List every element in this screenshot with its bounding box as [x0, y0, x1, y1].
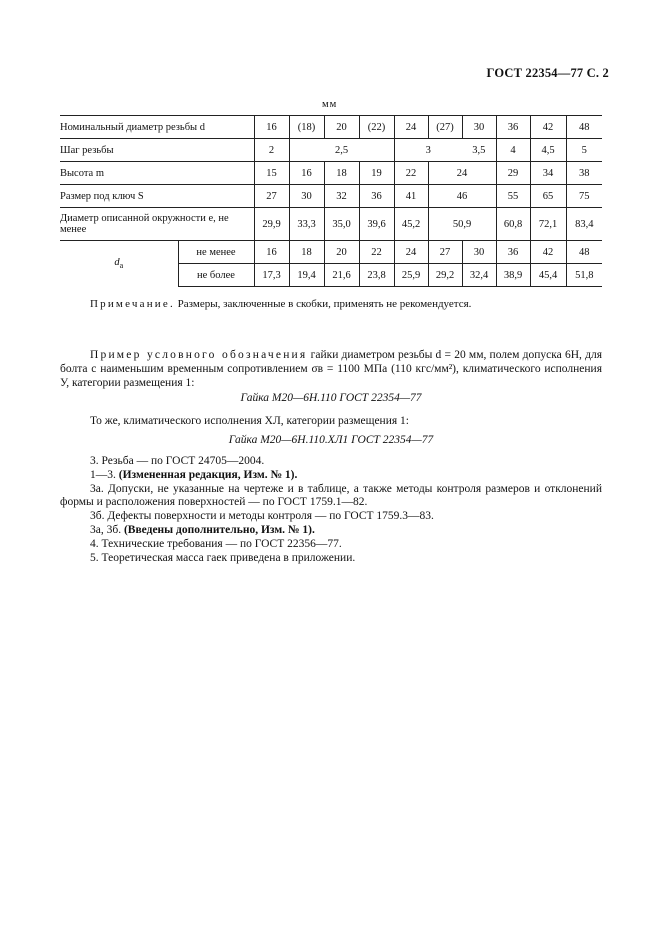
table-cell: 36 — [496, 116, 530, 139]
table-cell: 33,3 — [289, 208, 324, 241]
table-cell: 24 — [394, 116, 428, 139]
table-row — [60, 139, 602, 162]
table-cell: 20 — [324, 241, 359, 264]
da-symbol: $d_a$ — [60, 241, 178, 287]
table-cell: 34 — [530, 162, 566, 185]
list-item: 3а, 3б. (Введены дополнительно, Изм. № 1). — [90, 523, 315, 536]
example-text: гайки диаметром резьбы d = 20 мм, полем допуска 6Н, для болта с наименьшим временным сопротивлением σв = 1100 МПа (110 кгс/мм²), климатического исполнения У, категории размещения 1: — [60, 349, 602, 389]
table-cell: (27) — [428, 116, 462, 139]
table-cell: 32,4 — [462, 264, 496, 287]
table-cell: 36 — [496, 241, 530, 264]
table-cell: 30 — [289, 185, 324, 208]
table-cell: 42 — [530, 116, 566, 139]
table-cell: 60,8 — [496, 208, 530, 241]
table-cell: 38 — [566, 162, 602, 185]
table-cell: 45,2 — [394, 208, 428, 241]
table-cell: 29,9 — [254, 208, 289, 241]
row-label: Диаметр описанной окружности e, не менее — [60, 208, 254, 241]
table-cell: 2 — [254, 139, 289, 162]
table-cell: 48 — [566, 116, 602, 139]
table-cell: 27 — [428, 241, 462, 264]
table-cell: 21,6 — [324, 264, 359, 287]
table-cell: 30 — [462, 241, 496, 264]
table-cell: 15 — [254, 162, 289, 185]
table-note — [90, 298, 610, 310]
table-cell: 24 — [428, 162, 496, 185]
table-cell: 75 — [566, 185, 602, 208]
items-list — [60, 455, 602, 565]
table-cell: 83,4 — [566, 208, 602, 241]
table-cell: 17,3 — [254, 264, 289, 287]
table-cell: 20 — [324, 116, 359, 139]
table-row — [60, 162, 602, 185]
table-cell: 3,5 — [462, 139, 496, 162]
example-paragraph — [60, 348, 602, 390]
note-text: Размеры, заключенные в скобки, применять не рекомендуется. — [177, 298, 472, 310]
row-label: не более — [178, 264, 254, 287]
table-cell: 2,5 — [289, 139, 394, 162]
table-cell: 27 — [254, 185, 289, 208]
table-cell: 32 — [324, 185, 359, 208]
list-item: 5. Теоретическая масса гаек приведена в приложении. — [90, 551, 356, 564]
table-cell: 5 — [566, 139, 602, 162]
page-header: ГОСТ 22354—77 С. 2 — [486, 66, 609, 80]
table-cell: 3 — [394, 139, 462, 162]
same-paragraph: То же, климатического исполнения ХЛ, категории размещения 1: — [90, 415, 409, 427]
example-lead: Пример условного обозначения — [90, 349, 308, 361]
table-cell: 30 — [462, 116, 496, 139]
list-item: 1—3. (Измененная редакция, Изм. № 1). — [90, 468, 298, 481]
table-cell: 23,8 — [359, 264, 394, 287]
table-cell: (22) — [359, 116, 394, 139]
table-cell: 16 — [254, 116, 289, 139]
table-cell: 16 — [254, 241, 289, 264]
table-cell: 25,9 — [394, 264, 428, 287]
row-label: Высота m — [60, 162, 254, 185]
table-cell: 24 — [394, 241, 428, 264]
table-row — [60, 208, 602, 241]
table-cell: 50,9 — [428, 208, 496, 241]
table-cell: 48 — [566, 241, 602, 264]
table-cell: 39,6 — [359, 208, 394, 241]
list-item: 3а. Допуски, не указанные на чертеже и в таблице, а также методы контроля размеров и отклонений формы и расположения поверхностей — по ГОСТ 1759.1—82. — [60, 482, 602, 509]
table-cell: 45,4 — [530, 264, 566, 287]
table-row — [60, 116, 602, 139]
unit-label: мм — [322, 99, 338, 110]
list-item: 3. Резьба — по ГОСТ 24705—2004. — [90, 455, 265, 467]
table-cell: 72,1 — [530, 208, 566, 241]
row-label: Номинальный диаметр резьбы d — [60, 116, 254, 139]
table-cell: 42 — [530, 241, 566, 264]
dimensions-table — [60, 115, 602, 287]
table-row — [60, 241, 602, 264]
table-cell: 22 — [394, 162, 428, 185]
table-cell: 65 — [530, 185, 566, 208]
list-item: 4. Технические требования — по ГОСТ 22356—77. — [90, 537, 342, 550]
table-cell: 18 — [289, 241, 324, 264]
list-item: 3б. Дефекты поверхности и методы контроля — по ГОСТ 1759.3—83. — [90, 510, 434, 523]
table-cell: 4 — [496, 139, 530, 162]
table-cell: 38,9 — [496, 264, 530, 287]
row-label: Размер под ключ S — [60, 185, 254, 208]
row-label: не менее — [178, 241, 254, 264]
table-cell: 36 — [359, 185, 394, 208]
designation-1: Гайка М20—6Н.110 ГОСТ 22354—77 — [240, 392, 422, 404]
table-cell: 55 — [496, 185, 530, 208]
table-cell: (18) — [289, 116, 324, 139]
table-row — [60, 185, 602, 208]
table-cell: 22 — [359, 241, 394, 264]
table-cell: 51,8 — [566, 264, 602, 287]
table-cell: 16 — [289, 162, 324, 185]
table-cell: 18 — [324, 162, 359, 185]
table-cell: 29 — [496, 162, 530, 185]
table-cell: 29,2 — [428, 264, 462, 287]
table-cell: 4,5 — [530, 139, 566, 162]
table-cell: 46 — [428, 185, 496, 208]
table-cell: 41 — [394, 185, 428, 208]
row-label: Шаг резьбы — [60, 139, 254, 162]
designation-2: Гайка М20—6Н.110.ХЛ1 ГОСТ 22354—77 — [228, 434, 434, 446]
table-cell: 19 — [359, 162, 394, 185]
note-lead: Примечание. — [90, 298, 175, 310]
table-cell: 19,4 — [289, 264, 324, 287]
table-cell: 35,0 — [324, 208, 359, 241]
